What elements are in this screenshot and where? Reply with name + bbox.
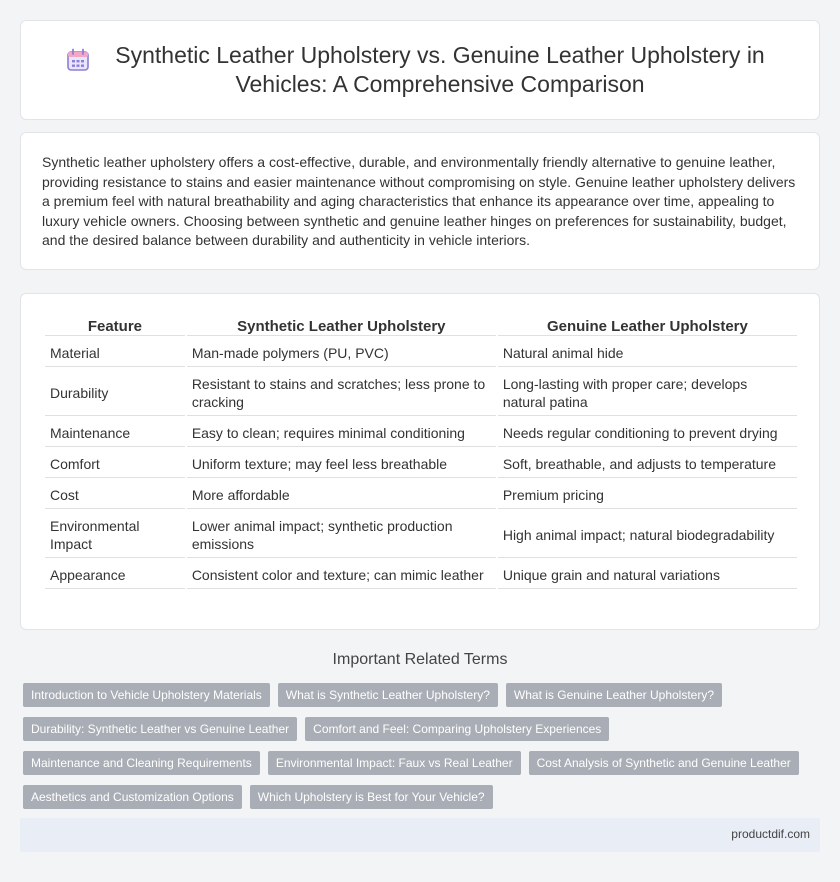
feature-cell: Durability [45,367,185,416]
page-title: Synthetic Leather Upholstery vs. Genuine Leather Upholstery in Vehicles: A Comprehensive Comparison [115,42,765,97]
footer-bar [20,818,820,852]
related-term-link[interactable]: Aesthetics and Customization Options [23,785,242,809]
comparison-card [20,293,820,630]
related-terms-heading: Important Related Terms [332,651,508,668]
table-row [45,336,797,367]
footer-site-link[interactable]: productdif.com [731,827,810,841]
related-term-link[interactable]: Comfort and Feel: Comparing Upholstery Experiences [305,717,609,741]
table-row [45,416,797,447]
header-synthetic: Synthetic Leather Upholstery [187,316,496,336]
table-row [45,558,797,589]
related-term-link[interactable]: What is Genuine Leather Upholstery? [506,683,722,707]
synthetic-cell: Lower animal impact; synthetic production emissions [187,509,496,558]
genuine-cell: Soft, breathable, and adjusts to temperature [498,447,797,478]
table-header-row [45,316,797,336]
feature-cell: Material [45,336,185,367]
table-row [45,478,797,509]
genuine-cell: Needs regular conditioning to prevent drying [498,416,797,447]
related-term-link[interactable]: Cost Analysis of Synthetic and Genuine Leather [529,751,799,775]
related-term-link[interactable]: Maintenance and Cleaning Requirements [23,751,260,775]
synthetic-cell: Uniform texture; may feel less breathable [187,447,496,478]
table-row [45,509,797,558]
table-row [45,447,797,478]
header-genuine: Genuine Leather Upholstery [498,316,797,336]
related-term-link[interactable]: Introduction to Vehicle Upholstery Materials [23,683,270,707]
related-term-link[interactable]: Which Upholstery is Best for Your Vehicle? [250,785,493,809]
feature-cell: Maintenance [45,416,185,447]
genuine-cell: Unique grain and natural variations [498,558,797,589]
related-term-link[interactable]: Durability: Synthetic Leather vs Genuine Leather [23,717,297,741]
table-row [45,367,797,416]
genuine-cell: Long-lasting with proper care; develops natural patina [498,367,797,416]
intro-card [20,132,820,270]
header-feature: Feature [45,316,185,336]
related-term-link[interactable]: Environmental Impact: Faux vs Real Leather [268,751,521,775]
related-terms-list [23,683,823,809]
genuine-cell: Natural animal hide [498,336,797,367]
related-term-link[interactable]: What is Synthetic Leather Upholstery? [278,683,498,707]
synthetic-cell: Resistant to stains and scratches; less prone to cracking [187,367,496,416]
synthetic-cell: Man-made polymers (PU, PVC) [187,336,496,367]
synthetic-cell: Consistent color and texture; can mimic leather [187,558,496,589]
feature-cell: Appearance [45,558,185,589]
synthetic-cell: Easy to clean; requires minimal conditioning [187,416,496,447]
genuine-cell: Premium pricing [498,478,797,509]
genuine-cell: High animal impact; natural biodegradability [498,509,797,558]
feature-cell: Comfort [45,447,185,478]
feature-cell: Environmental Impact [45,509,185,558]
intro-paragraph: Synthetic leather upholstery offers a cost-effective, durable, and environmentally friendly alternative to genuine leather, providing resistance to stains and easier maintenance without compromising on style. Genuine leather upholstery delivers a premium feel with natural breathability and aging characteristics that enhance its appearance over time, appealing to luxury vehicle owners. Choosing between synthetic and genuine leather hinges on preferences for sustainability, budget, and the desired balance between durability and authenticity in vehicle interiors. [42,154,796,248]
title-card [20,20,820,120]
feature-cell: Cost [45,478,185,509]
comparison-table [43,316,799,589]
synthetic-cell: More affordable [187,478,496,509]
